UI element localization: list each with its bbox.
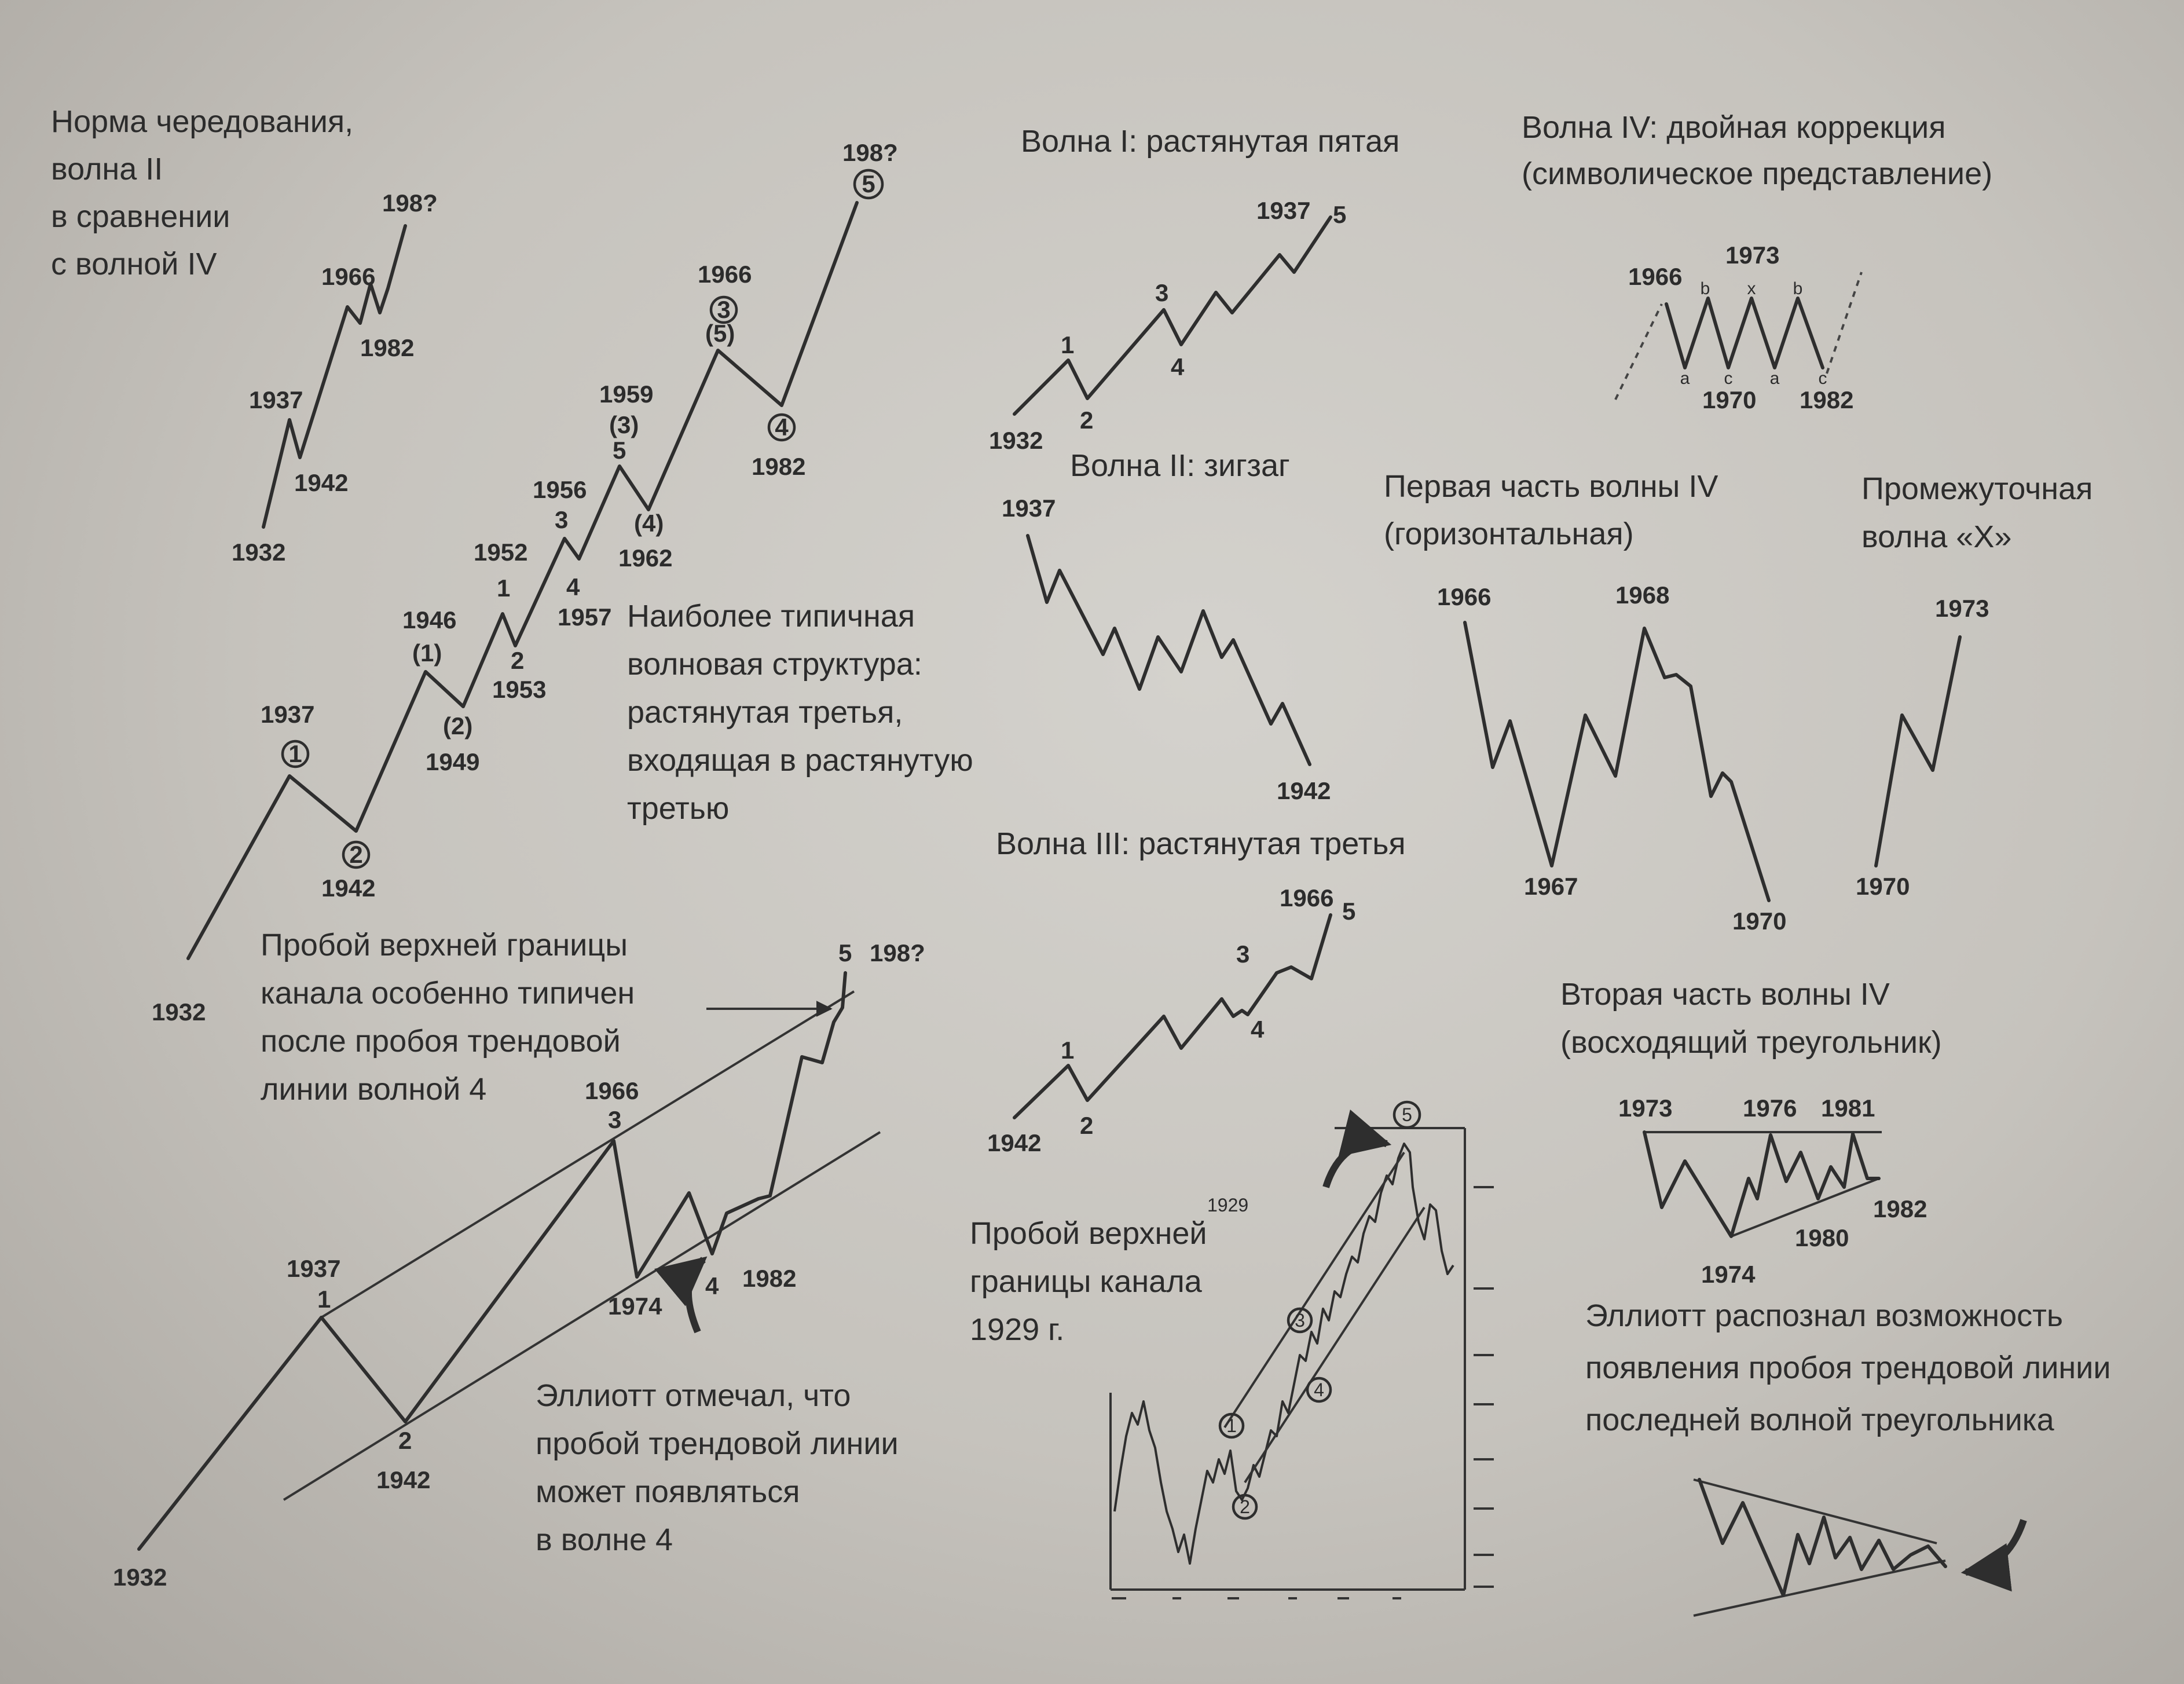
- wave-IV-part2-label-1976: 1976: [1743, 1094, 1797, 1122]
- chart-1929-mark-2: 2: [1240, 1496, 1250, 1517]
- wave-X-diagram: [1856, 471, 2093, 900]
- cb-label-3: 3: [608, 1106, 622, 1133]
- triangle-break-arrow: [1966, 1520, 2024, 1572]
- triangle-break-caption-line-1: Эллиотт распознал возможность: [1585, 1298, 2064, 1333]
- triangle-break-caption-line-2: появления пробоя трендовой линии: [1585, 1350, 2111, 1385]
- ts-label-minor-4: 4: [566, 573, 580, 601]
- wave-X-line: [1876, 637, 1960, 866]
- wave-III-label-1942: 1942: [987, 1129, 1042, 1156]
- ts-label-sub-2: (2): [443, 712, 473, 740]
- alternation-caption-line-2: волна II: [51, 152, 163, 186]
- cb-label-1966: 1966: [585, 1077, 639, 1104]
- wave-II-label-1937: 1937: [1002, 495, 1056, 522]
- wave-IV-double-dashed-left: [1615, 304, 1662, 400]
- wave-I-label-1932: 1932: [989, 427, 1043, 454]
- ts-caption-line-2: волновая структура:: [627, 647, 922, 682]
- wave-I-line: [1014, 217, 1331, 414]
- alternation-label-1982: 1982: [360, 334, 415, 361]
- cb-wave-line: [139, 973, 845, 1549]
- wave-IV-part1-label-1966: 1966: [1437, 583, 1492, 610]
- ts-label-1937: 1937: [261, 701, 315, 728]
- wave-IV-double-label-1970: 1970: [1702, 386, 1757, 413]
- wave-III-label-3: 3: [1236, 940, 1250, 968]
- wave-IV-double-label-1982: 1982: [1800, 386, 1854, 413]
- wave-I-label-1937: 1937: [1256, 197, 1311, 224]
- cb-note-line-1: Эллиотт отмечал, что: [536, 1378, 851, 1413]
- wave-X-label-1973: 1973: [1935, 595, 1989, 622]
- ts-label-1952: 1952: [474, 539, 528, 566]
- ts-label-minor-3: 3: [555, 506, 569, 533]
- wave-I-label-3: 3: [1155, 279, 1169, 306]
- cb-label-1: 1: [317, 1286, 331, 1313]
- chart-1929-year-label: 1929: [1207, 1195, 1249, 1216]
- chart-1929-caption-line-1: Пробой верхней: [970, 1216, 1207, 1251]
- wave-IV-part1-label-1967: 1967: [1524, 873, 1578, 900]
- wave-III-label-5: 5: [1342, 898, 1356, 925]
- wave-I-label-5: 5: [1333, 201, 1347, 228]
- wave-IV-double-small-c1: c: [1724, 369, 1733, 388]
- cb-label-1937: 1937: [287, 1255, 341, 1282]
- cb-label-5: 5: [838, 939, 852, 967]
- wave-IV-part1-line: [1465, 623, 1769, 900]
- wave-IV-double-title-line-1: Волна IV: двойная коррекция: [1522, 110, 1946, 145]
- ts-label-minor-1: 1: [497, 574, 511, 602]
- ts-label-1946: 1946: [402, 606, 457, 634]
- chart-1929-price-line: [1115, 1144, 1453, 1564]
- ts-label-minor-5: 5: [613, 437, 626, 464]
- chart-1929-caption-line-3: 1929 г.: [970, 1312, 1065, 1347]
- wave-II-title: Волна II: зигзаг: [1070, 448, 1290, 483]
- wave-IV-part2-title-line-1: Вторая часть волны IV: [1560, 977, 1890, 1012]
- ts-caption-line-3: растянутая третья,: [627, 695, 903, 730]
- cb-note-line-2: пробой трендовой линии: [536, 1426, 899, 1461]
- ts-label-wave-3: 3: [717, 296, 731, 323]
- ts-label-1942: 1942: [321, 874, 376, 902]
- cb-label-1942: 1942: [376, 1466, 431, 1493]
- wave-IV-double-line: [1666, 298, 1823, 368]
- triangle-break-caption-line-3: последней волной треугольника: [1585, 1403, 2054, 1437]
- cb-note-line-4: в волне 4: [536, 1522, 673, 1557]
- ts-label-1956: 1956: [533, 476, 587, 503]
- wave-III-label-1966: 1966: [1280, 884, 1334, 911]
- wave-III-line: [1014, 915, 1331, 1118]
- wave-IV-part1-label-1970: 1970: [1732, 907, 1787, 935]
- wave-IV-part2-title-line-2: (восходящий треугольник): [1560, 1025, 1942, 1060]
- cb-label-1982: 1982: [742, 1265, 797, 1292]
- channel-break-diagram: [113, 928, 925, 1591]
- cb-caption-line-1: Пробой верхней границы: [261, 928, 628, 962]
- wave-X-title-line-1: Промежуточная: [1861, 471, 2093, 506]
- ts-label-1959: 1959: [599, 380, 654, 408]
- ts-label-198q: 198?: [842, 139, 898, 166]
- cb-label-4: 4: [705, 1272, 719, 1299]
- wave-IV-double-small-b2: b: [1793, 279, 1803, 298]
- wave-IV-part2-diagram: [1560, 977, 1942, 1288]
- triangle-break-lower-line: [1694, 1561, 1945, 1616]
- cb-label-1932: 1932: [113, 1564, 167, 1591]
- wave-IV-part1-label-1968: 1968: [1615, 581, 1670, 609]
- ts-label-wave-4: 4: [775, 413, 789, 441]
- wave-IV-double-dashed-right: [1827, 272, 1861, 374]
- wave-I-label-2: 2: [1080, 407, 1094, 434]
- cb-label-2: 2: [398, 1427, 412, 1454]
- triangle-break-diagram: [1585, 1298, 2111, 1616]
- ts-caption-line-5: третью: [627, 791, 730, 826]
- wave-IV-double-label-1973: 1973: [1725, 241, 1780, 269]
- chart-1929-lower-channel: [1245, 1207, 1424, 1482]
- cb-caption-line-3: после пробоя трендовой: [261, 1024, 621, 1059]
- ts-label-1932: 1932: [152, 998, 206, 1026]
- wave-IV-part2-label-1981: 1981: [1821, 1094, 1875, 1122]
- alternation-label-1942: 1942: [294, 469, 349, 496]
- wave-IV-part1-title-line-1: Первая часть волны IV: [1384, 469, 1718, 504]
- cb-note-line-3: может появляться: [536, 1474, 800, 1509]
- chart-1929-mark-4: 4: [1314, 1379, 1324, 1400]
- wave-IV-part2-line: [1644, 1132, 1879, 1236]
- ts-label-wave-1: 1: [288, 740, 302, 767]
- wave-III-diagram: [987, 826, 1406, 1156]
- chart-1929-diagram: [970, 1102, 1494, 1598]
- wave-X-title-line-2: волна «X»: [1861, 519, 2012, 554]
- chart-1929-mark-1: 1: [1226, 1415, 1237, 1436]
- ts-label-1962: 1962: [618, 544, 673, 572]
- wave-IV-double-small-b1: b: [1700, 279, 1710, 298]
- wave-IV-double-small-c2: c: [1818, 369, 1827, 388]
- ts-label-wave-2: 2: [349, 841, 363, 868]
- wave-III-label-4: 4: [1251, 1016, 1265, 1043]
- wave-IV-part2-label-1980: 1980: [1795, 1224, 1849, 1251]
- wave-IV-double-label-1966: 1966: [1628, 263, 1683, 290]
- wave-I-title: Волна I: растянутая пятая: [1021, 124, 1400, 159]
- wave-I-diagram: [989, 124, 1399, 454]
- alternation-caption-line-3: в сравнении: [51, 199, 230, 234]
- typical-structure-diagram: [152, 139, 973, 1026]
- wave-III-label-1: 1: [1061, 1037, 1075, 1064]
- triangle-break-wave-line: [1699, 1480, 1945, 1595]
- chart-1929-break-arrow: [1326, 1143, 1387, 1187]
- cb-caption-line-2: канала особенно типичен: [261, 976, 635, 1011]
- alternation-label-198q: 198?: [382, 189, 438, 217]
- wave-III-title: Волна III: растянутая третья: [996, 826, 1406, 861]
- ts-label-sub-3: (3): [609, 411, 639, 438]
- alternation-diagram: [51, 104, 438, 566]
- cb-wave4-arrow: [688, 1260, 703, 1332]
- ts-caption-line-4: входящая в растянутую: [627, 743, 973, 778]
- wave-IV-double-title-line-2: (символическое представление): [1522, 156, 1993, 191]
- wave-IV-double-small-a1: a: [1680, 369, 1690, 388]
- wave-III-label-2: 2: [1080, 1112, 1094, 1139]
- ts-label-minor-2: 2: [511, 647, 525, 674]
- chart-1929-caption-line-2: границы канала: [970, 1264, 1202, 1299]
- wave-IV-double-small-a2: a: [1769, 369, 1780, 388]
- triangle-break-upper-line: [1694, 1480, 1937, 1543]
- alternation-caption-line-1: Норма чередования,: [51, 104, 354, 139]
- wave-IV-part2-label-1973: 1973: [1618, 1094, 1673, 1122]
- wave-IV-part2-label-1974: 1974: [1701, 1261, 1756, 1288]
- alternation-label-1937: 1937: [249, 386, 303, 413]
- wave-IV-double-diagram: [1522, 110, 1992, 413]
- ts-label-1966: 1966: [698, 261, 752, 288]
- alternation-label-1966: 1966: [321, 263, 376, 290]
- ts-label-wave-5: 5: [862, 170, 875, 197]
- chart-1929-mark-3: 3: [1295, 1310, 1305, 1331]
- typical-structure-wave-line: [188, 203, 857, 958]
- ts-label-1953: 1953: [492, 676, 547, 703]
- ts-label-1982: 1982: [752, 453, 806, 480]
- chart-1929-mark-5: 5: [1402, 1104, 1412, 1125]
- alternation-caption-line-4: с волной IV: [51, 247, 217, 281]
- ts-caption-line-1: Наиболее типичная: [627, 599, 915, 634]
- cb-label-198q: 198?: [870, 939, 925, 967]
- wave-II-line: [1028, 536, 1310, 764]
- wave-IV-part2-label-1982: 1982: [1873, 1195, 1928, 1222]
- ts-label-sub-4: (4): [634, 510, 664, 537]
- wave-I-label-1: 1: [1061, 331, 1075, 358]
- ts-label-sub-5: (5): [705, 320, 735, 347]
- wave-I-label-4: 4: [1171, 353, 1185, 380]
- cb-caption-line-4: линии волной 4: [261, 1072, 487, 1107]
- wave-IV-part1-title-line-2: (горизонтальная): [1384, 517, 1634, 551]
- wave-IV-part1-diagram: [1384, 469, 1786, 935]
- ts-label-sub-1: (1): [412, 639, 442, 667]
- wave-IV-double-small-x: x: [1747, 279, 1756, 298]
- wave-X-label-1970: 1970: [1856, 873, 1910, 900]
- alternation-label-1932: 1932: [232, 539, 286, 566]
- wave-II-diagram: [1002, 448, 1331, 804]
- cb-label-1974: 1974: [608, 1293, 662, 1320]
- ts-label-1957: 1957: [558, 603, 612, 631]
- wave-II-label-1942: 1942: [1277, 777, 1331, 804]
- ts-label-1949: 1949: [426, 748, 480, 775]
